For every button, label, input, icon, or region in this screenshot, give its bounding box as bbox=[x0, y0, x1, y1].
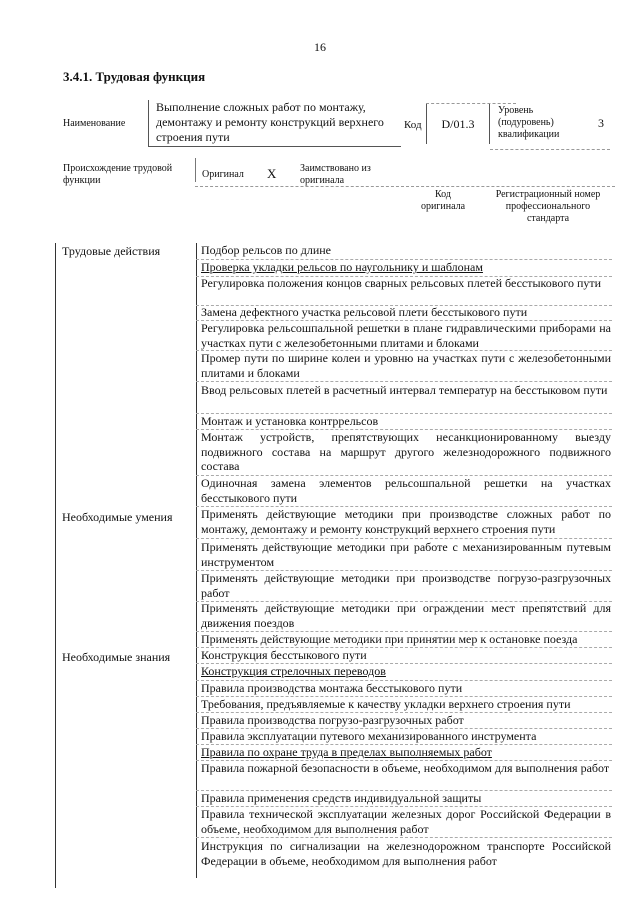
table-row: Проверка укладки рельсов по наугольнику и шаблонам bbox=[201, 260, 483, 274]
table-row: Конструкция бесстыкового пути bbox=[201, 648, 367, 662]
table-row: Правила эксплуатации путевого механизированного инструмента bbox=[201, 729, 537, 743]
table-row: Требования, предъявляемые к качеству укладки верхнего строения пути bbox=[201, 697, 571, 711]
name-label: Наименование bbox=[63, 118, 126, 129]
table-row: Правила пожарной безопасности в объеме, необходимом для выполнения работ bbox=[201, 761, 610, 775]
table-row: Монтаж устройств, препятствующих несанкционированному выезду подвижного состава на маршрут другого железнодорожного подвижного состава bbox=[201, 430, 611, 473]
category-knowledge: Необходимые знания bbox=[62, 650, 171, 664]
code-label: Код bbox=[404, 119, 422, 131]
table-row: Монтаж и установка контррельсов bbox=[201, 414, 379, 428]
table-row: Промер пути по ширине колеи и уровню на участках пути с железобетонными плитами и блоками bbox=[201, 351, 611, 380]
table-row: Применять действующие методики при производстве погрузо-разгрузочных работ bbox=[201, 571, 611, 600]
table-row: Регулировка рельсошпальной решетки в плане гидравлическими приборами на участках пути с железобетонными плитами и блоками bbox=[201, 321, 611, 350]
table-row: Замена дефектного участка рельсовой плети бесстыкового пути bbox=[201, 305, 528, 319]
registration-number-label: Регистрационный номер профессионального стандарта bbox=[495, 189, 601, 224]
table-row: Ввод рельсовых плетей в расчетный интервал температур на бесстыковом пути bbox=[201, 383, 608, 397]
row-separator bbox=[196, 381, 612, 382]
original-label: Оригинал bbox=[202, 169, 244, 180]
category-actions: Трудовые действия bbox=[62, 244, 161, 258]
table-row: Инструкция по сигнализации на железнодорожном транспорте Российской Федерации в объеме, необходимом для выполнения работ bbox=[201, 839, 611, 868]
table-row: Применять действующие методики при производстве сложных работ по монтажу, демонтажу и ремонту конструкций верхнего строения пути bbox=[201, 507, 611, 536]
row-separator bbox=[196, 837, 612, 838]
origin-divider bbox=[195, 186, 615, 187]
category-skills: Необходимые умения bbox=[62, 510, 173, 524]
table-row: Одиночная замена элементов рельсошпальной решетки на участках бесстыкового пути bbox=[201, 476, 611, 505]
section-title: 3.4.1. Трудовая функция bbox=[63, 69, 206, 84]
table-left-border bbox=[55, 243, 56, 888]
qualification-level-value: 3 bbox=[598, 116, 604, 130]
table-row: Правила производства монтажа бесстыкового пути bbox=[201, 681, 463, 695]
table-row: Подбор рельсов по длине bbox=[201, 243, 331, 257]
table-row: Правила производства погрузо-разгрузочных работ bbox=[201, 713, 464, 727]
qualification-level-label: Уровень (подуровень) квалификации bbox=[498, 105, 560, 140]
page-number: 16 bbox=[314, 40, 326, 54]
origin-label: Происхождение трудовой функции bbox=[63, 163, 173, 186]
original-mark: X bbox=[267, 166, 277, 181]
table-row: Конструкция стрелочных переводов bbox=[201, 664, 386, 678]
code-original-label: Код оригинала bbox=[420, 189, 466, 212]
table-row: Правила по охране труда в пределах выполняемых работ bbox=[201, 745, 492, 759]
table-row: Применять действующие методики при принятии мер к остановке поезда bbox=[201, 632, 578, 646]
table-row: Правила технической эксплуатации железных дорог Российской Федерации в объеме, необходимом для выполнения работ bbox=[201, 807, 611, 836]
table-row: Правила применения средств индивидуальной защиты bbox=[201, 791, 482, 805]
header-divider bbox=[426, 103, 516, 104]
function-code: D/01.3 bbox=[426, 104, 490, 144]
borrowed-label: Заимствовано из оригинала bbox=[300, 163, 371, 186]
table-row: Применять действующие методики при ограждении мест препятствий для движения поездов bbox=[201, 601, 611, 630]
table-row: Применять действующие методики при работе с механизированным путевым инструментом bbox=[201, 540, 611, 569]
function-name: Выполнение сложных работ по монтажу, демонтажу и ремонту конструкций верхнего строения пути bbox=[148, 100, 401, 147]
origin-divider bbox=[195, 158, 196, 182]
header-divider bbox=[490, 149, 610, 150]
table-row: Регулировка положения концов сварных рельсовых плетей бесстыкового пути bbox=[201, 276, 602, 290]
row-separator bbox=[196, 538, 612, 539]
table-column-divider bbox=[196, 243, 197, 878]
